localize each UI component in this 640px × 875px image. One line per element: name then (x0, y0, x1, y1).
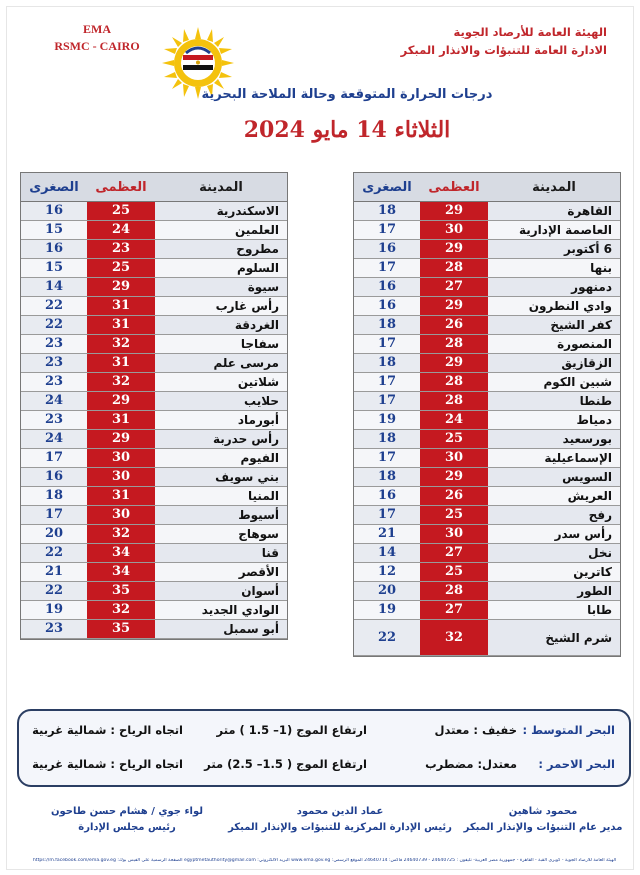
cell-max: 24 (87, 221, 155, 240)
table-row (354, 240, 620, 259)
cell-min: 20 (354, 582, 420, 601)
table-row (354, 563, 620, 582)
table-header-row (21, 173, 287, 202)
ema-header-left (37, 21, 157, 55)
cell-city: الأقصر (155, 563, 287, 582)
table-row (21, 373, 287, 392)
cell-max: 23 (87, 240, 155, 259)
table-row (354, 259, 620, 278)
department-name: الادارة العامة للتنبؤات والانذار المبكر (400, 43, 607, 57)
cell-max: 29 (420, 468, 488, 487)
cell-max: 29 (87, 430, 155, 449)
table-row (21, 525, 287, 544)
cell-min: 21 (21, 563, 87, 582)
red-wind: اتجاه الرياح : شمالية غربية (32, 757, 183, 771)
cell-max: 35 (87, 620, 155, 639)
cell-max: 28 (420, 392, 488, 411)
table-row (21, 449, 287, 468)
table-row (21, 278, 287, 297)
cell-min: 17 (354, 449, 420, 468)
table-row (354, 487, 620, 506)
table-row (21, 506, 287, 525)
cell-city: شلاتين (155, 373, 287, 392)
cell-max: 29 (87, 278, 155, 297)
cell-city: بنها (488, 259, 620, 278)
table-header-row (354, 173, 620, 202)
table-row (21, 259, 287, 278)
cell-min: 19 (354, 411, 420, 430)
cell-min: 19 (354, 601, 420, 620)
table-row (354, 278, 620, 297)
cell-city: 6 أكتوبر (488, 240, 620, 259)
cell-max: 35 (87, 582, 155, 601)
cell-city: طنطا (488, 392, 620, 411)
cell-min: 21 (354, 525, 420, 544)
cell-min: 18 (21, 487, 87, 506)
cell-city: الفيوم (155, 449, 287, 468)
table-row (21, 411, 287, 430)
table-row (21, 582, 287, 601)
cell-min: 23 (21, 354, 87, 373)
signature-name: لواء جوي / هشام حسن طاحون (50, 806, 204, 817)
cell-city: أبو سمبل (155, 620, 287, 639)
table-row (21, 620, 287, 639)
cell-min: 16 (354, 240, 420, 259)
cell-max: 31 (87, 354, 155, 373)
cell-max: 30 (87, 449, 155, 468)
table-row (354, 392, 620, 411)
signature-title: رئيس مجلس الإدارة (78, 822, 176, 833)
red-label: البحر الاحمر : (538, 757, 615, 771)
cell-city: السلوم (155, 259, 287, 278)
table-row (354, 297, 620, 316)
bulletin-subtitle: درجات الحرارة المتوقعة وحالة الملاحة البحرية (201, 87, 493, 102)
cell-city: سيوة (155, 278, 287, 297)
cell-max: 32 (87, 525, 155, 544)
cell-max: 29 (420, 354, 488, 373)
table-row (21, 544, 287, 563)
table-row (21, 392, 287, 411)
cell-max: 29 (420, 297, 488, 316)
temperature-table-left (20, 172, 288, 640)
cell-min: 23 (21, 620, 87, 639)
cell-max: 25 (420, 430, 488, 449)
cell-max: 24 (420, 411, 488, 430)
cell-city: الطور (488, 582, 620, 601)
cell-city: الوادي الجديد (155, 601, 287, 620)
cell-max: 27 (420, 278, 488, 297)
cell-min: 24 (21, 430, 87, 449)
cell-max: 32 (87, 335, 155, 354)
cell-city: الاسكندرية (155, 202, 287, 221)
column-header-city: المدينة (488, 173, 620, 202)
cell-city: رفح (488, 506, 620, 525)
table-row (21, 221, 287, 240)
cell-max: 31 (87, 316, 155, 335)
cell-max: 30 (420, 525, 488, 544)
cell-city: بورسعيد (488, 430, 620, 449)
table-row (21, 202, 287, 221)
cell-min: 14 (354, 544, 420, 563)
table-row (21, 487, 287, 506)
cell-city: رأس غارب (155, 297, 287, 316)
cell-min: 14 (21, 278, 87, 297)
cell-max: 28 (420, 582, 488, 601)
cell-city: العريش (488, 487, 620, 506)
cell-max: 28 (420, 259, 488, 278)
table-row (354, 582, 620, 601)
cell-min: 16 (21, 468, 87, 487)
cell-min: 16 (21, 240, 87, 259)
signature-chairman (27, 804, 227, 836)
table-row (21, 430, 287, 449)
cell-min: 16 (354, 278, 420, 297)
cell-city: المنيا (155, 487, 287, 506)
authority-name: الهيئة العامة للأرصاد الجوية (453, 25, 607, 39)
table-row (21, 240, 287, 259)
cell-max: 34 (87, 544, 155, 563)
cell-city: مرسى علم (155, 354, 287, 373)
table-row (354, 525, 620, 544)
cell-city: رأس سدر (488, 525, 620, 544)
cell-min: 18 (354, 316, 420, 335)
cell-min: 23 (21, 335, 87, 354)
cell-city: المنصورة (488, 335, 620, 354)
table-row (354, 430, 620, 449)
cell-city: بني سويف (155, 468, 287, 487)
cell-city: طابا (488, 601, 620, 620)
cell-max: 32 (87, 601, 155, 620)
cell-max: 30 (420, 449, 488, 468)
cell-max: 29 (87, 392, 155, 411)
table-row (354, 411, 620, 430)
table-row (21, 601, 287, 620)
cell-city: القاهرة (488, 202, 620, 221)
footer-contact: الهيئة العامة للأرصاد الجوية - كوبري القبة - القاهرة - جمهورية مصر العربية- تليفون : 24640725 - 24640739 فاكس: 24640714 الموقع الرسمي: www.ema.gov.eg البريد الالكتروني: egyptmetauthority@gmail.com الصفحة الرسمية على الفيس بوك: https://m.facebook.com/ema.gov.eg (32, 858, 617, 863)
cell-max: 31 (87, 411, 155, 430)
cell-city: سفاجا (155, 335, 287, 354)
signature-forecast-director (443, 804, 640, 836)
cell-min: 22 (21, 316, 87, 335)
cell-city: نخل (488, 544, 620, 563)
cell-min: 22 (21, 544, 87, 563)
cell-min: 18 (354, 202, 420, 221)
cell-max: 26 (420, 316, 488, 335)
table-row (21, 297, 287, 316)
cell-city: مطروح (155, 240, 287, 259)
cell-max: 26 (420, 487, 488, 506)
table-row (354, 468, 620, 487)
cell-min: 17 (354, 506, 420, 525)
cell-max: 27 (420, 544, 488, 563)
med-wind: اتجاه الرياح : شمالية غربية (32, 723, 183, 737)
cell-max: 31 (87, 487, 155, 506)
cell-max: 32 (420, 620, 488, 656)
cell-min: 12 (354, 563, 420, 582)
cell-min: 19 (21, 601, 87, 620)
signature-name: عماد الدين محمود (296, 806, 384, 817)
table-row (354, 354, 620, 373)
cell-min: 24 (21, 392, 87, 411)
cell-max: 31 (87, 297, 155, 316)
cell-max: 27 (420, 601, 488, 620)
cell-city: وادي النطرون (488, 297, 620, 316)
table-row (21, 354, 287, 373)
column-header-max: العظمى (420, 173, 488, 202)
med-label: البحر المتوسط : (522, 723, 615, 737)
rsmc-label: RSMC - CAIRO (54, 39, 140, 53)
cell-city: قنا (155, 544, 287, 563)
signature-title: مدير عام التنبؤات والإنذار المبكر (463, 822, 623, 833)
table-row (354, 202, 620, 221)
ema-abbrev: EMA (83, 22, 111, 36)
table-row (354, 620, 620, 656)
cell-max: 25 (87, 259, 155, 278)
cell-max: 34 (87, 563, 155, 582)
cell-city: شبين الكوم (488, 373, 620, 392)
cell-min: 20 (21, 525, 87, 544)
column-header-min: الصغرى (21, 173, 87, 202)
signature-name: محمود شاهين (508, 806, 578, 817)
cell-max: 25 (420, 506, 488, 525)
column-header-min: الصغرى (354, 173, 420, 202)
cell-city: دمياط (488, 411, 620, 430)
column-header-max: العظمى (87, 173, 155, 202)
sea-navigation-box (17, 709, 631, 787)
cell-min: 23 (21, 373, 87, 392)
cell-min: 17 (354, 335, 420, 354)
cell-city: أسوان (155, 582, 287, 601)
table-row (21, 335, 287, 354)
cell-city: كاترين (488, 563, 620, 582)
cell-max: 28 (420, 373, 488, 392)
temperature-table-right (353, 172, 621, 657)
cell-city: رأس حدربة (155, 430, 287, 449)
table-row (354, 221, 620, 240)
table-row (354, 316, 620, 335)
med-state: خفيف : معتدل (434, 723, 517, 737)
red-waves: ارتفاع الموج ( 1.5– 2.5) متر (204, 757, 367, 771)
cell-max: 29 (420, 240, 488, 259)
signature-title: رئيس الإدارة المركزية للتنبؤات والإنذار المبكر (228, 822, 452, 833)
cell-max: 32 (87, 373, 155, 392)
cell-min: 17 (354, 373, 420, 392)
column-header-city: المدينة (155, 173, 287, 202)
table-row (354, 506, 620, 525)
table-row (21, 563, 287, 582)
table-row (354, 449, 620, 468)
cell-city: أسيوط (155, 506, 287, 525)
cell-city: دمنهور (488, 278, 620, 297)
cell-min: 18 (354, 354, 420, 373)
cell-city: حلايب (155, 392, 287, 411)
table-row (354, 544, 620, 563)
cell-city: شرم الشيخ (488, 620, 620, 656)
cell-city: سوهاج (155, 525, 287, 544)
cell-min: 22 (21, 582, 87, 601)
cell-max: 29 (420, 202, 488, 221)
cell-min: 22 (21, 297, 87, 316)
cell-city: العاصمة الإدارية (488, 221, 620, 240)
cell-min: 22 (354, 620, 420, 656)
cell-min: 23 (21, 411, 87, 430)
cell-max: 30 (87, 506, 155, 525)
table-row (354, 601, 620, 620)
table-row (21, 316, 287, 335)
table-row (354, 373, 620, 392)
cell-min: 17 (21, 449, 87, 468)
cell-city: السويس (488, 468, 620, 487)
cell-max: 25 (420, 563, 488, 582)
cell-max: 28 (420, 335, 488, 354)
cell-min: 17 (354, 221, 420, 240)
cell-max: 25 (87, 202, 155, 221)
bulletin-page (6, 6, 634, 870)
cell-min: 18 (354, 468, 420, 487)
cell-min: 17 (354, 392, 420, 411)
cell-min: 18 (354, 430, 420, 449)
cell-max: 30 (420, 221, 488, 240)
cell-city: الإسماعيلية (488, 449, 620, 468)
cell-min: 17 (354, 259, 420, 278)
cell-city: العلمين (155, 221, 287, 240)
cell-min: 16 (354, 487, 420, 506)
cell-city: الزقازيق (488, 354, 620, 373)
authority-header-right (327, 23, 607, 59)
table-row (21, 468, 287, 487)
red-state: معتدل: مضطرب (425, 757, 517, 771)
cell-city: كفر الشيخ (488, 316, 620, 335)
signature-central-director (225, 804, 455, 836)
bulletin-date: الثلاثاء 14 مايو 2024 (243, 117, 451, 143)
med-waves: ارتفاع الموج (1– 1.5 ) متر (216, 723, 367, 737)
cell-max: 30 (87, 468, 155, 487)
cell-min: 15 (21, 221, 87, 240)
cell-min: 15 (21, 259, 87, 278)
cell-city: الغردقة (155, 316, 287, 335)
table-row (354, 335, 620, 354)
cell-min: 17 (21, 506, 87, 525)
cell-min: 16 (21, 202, 87, 221)
cell-city: أبورماد (155, 411, 287, 430)
cell-min: 16 (354, 297, 420, 316)
